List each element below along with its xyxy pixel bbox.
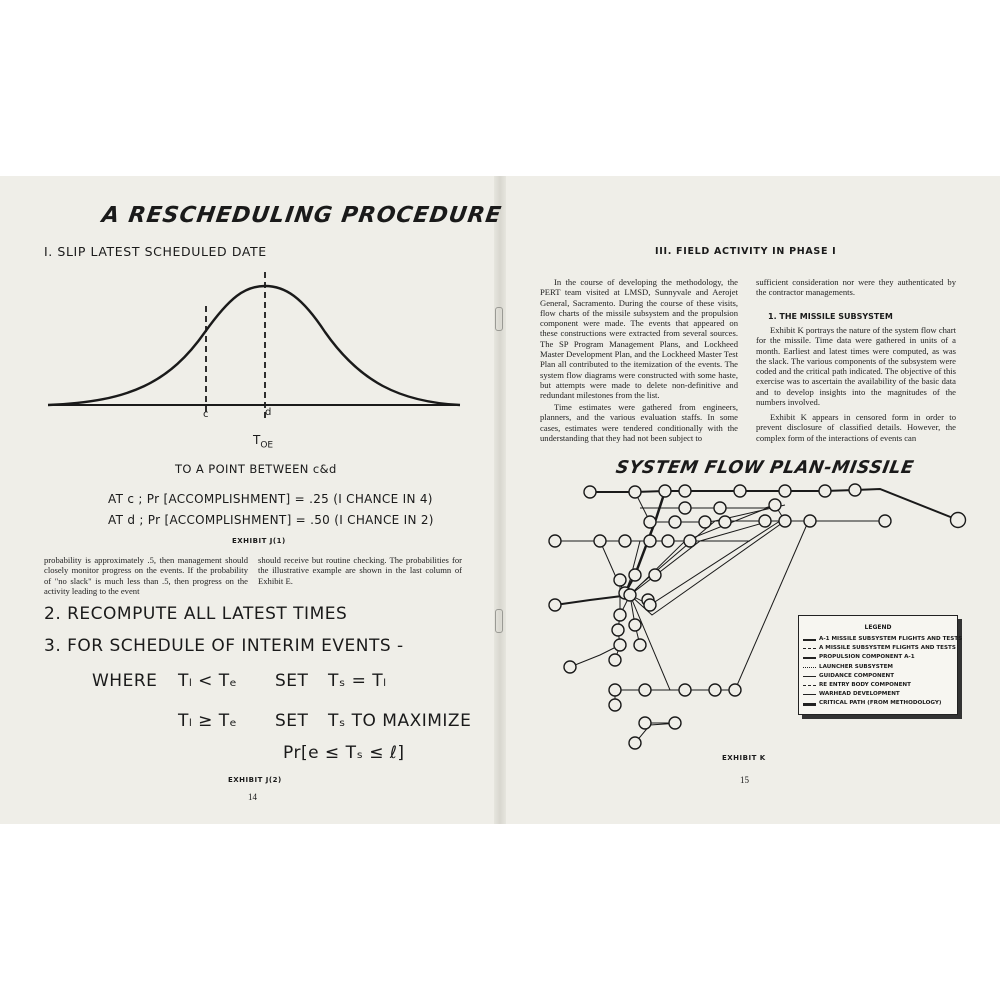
right-column-1-para-2: Time estimates were gathered from engineers, planners, and the various evaluation staffs. In some cases, estimates were tendered conditionally with the understanding that they had not been subject to bbox=[540, 402, 738, 443]
section-heading: III. FIELD ACTIVITY IN PHASE I bbox=[655, 246, 837, 257]
left-column-1-text: probability is approximately .5, then management should closely monitor progress on the events. If the probability of "no slack" is much less than .5, then progress on the activity leading to the event bbox=[44, 555, 248, 596]
legend-item: LAUNCHER SUBSYSTEM bbox=[799, 663, 957, 672]
at-d-equation: AT d ; Pr [ACCOMPLISHMENT] = .50 (I CHANCE IN 2) bbox=[108, 513, 434, 527]
legend-title: LEGEND bbox=[864, 624, 892, 631]
point-between-text: TO A POINT BETWEEN c&d bbox=[175, 462, 337, 476]
staple-top bbox=[495, 307, 503, 331]
legend-item: A MISSILE SUBSYSTEM FLIGHTS AND TESTS bbox=[799, 644, 957, 653]
condition-1: Tₗ < Tₑ bbox=[178, 671, 238, 691]
set-label-2: SET bbox=[275, 711, 309, 731]
right-column-2-para-1: sufficient consideration nor were they authenticated by the contractor managements. bbox=[756, 277, 956, 298]
condition-2: Tₗ ≥ Tₑ bbox=[178, 711, 238, 731]
missile-subsystem-heading: 1. THE MISSILE SUBSYSTEM bbox=[768, 312, 893, 321]
step-1-text: I. SLIP LATEST SCHEDULED DATE bbox=[44, 244, 267, 259]
where-label: WHERE bbox=[92, 671, 158, 691]
set-label-1: SET bbox=[275, 671, 309, 691]
staple-bottom bbox=[495, 609, 503, 633]
legend-box bbox=[798, 615, 963, 715]
exhibit-j1-label: EXHIBIT J(1) bbox=[232, 537, 286, 545]
page-number-14: 14 bbox=[248, 792, 257, 802]
label-toe: $T_{OE}$ bbox=[253, 433, 274, 451]
bell-curve-diagram bbox=[40, 262, 480, 462]
step-2-text: 2. RECOMPUTE ALL LATEST TIMES bbox=[44, 604, 348, 624]
at-c-equation: AT c ; Pr [ACCOMPLISHMENT] = .25 (I CHANCE IN 4) bbox=[108, 492, 433, 506]
legend-item: PROPULSION COMPONENT A-1 bbox=[799, 653, 957, 662]
book-gutter bbox=[494, 176, 506, 824]
exhibit-k-label: EXHIBIT K bbox=[722, 754, 766, 762]
left-column-2-text: should receive but routine checking. The probabilities for the illustrative example are shown in the last column of Exhibit E. bbox=[258, 555, 462, 586]
result-3: Pr[e ≤ Tₛ ≤ ℓ] bbox=[283, 743, 405, 763]
legend-item: WARHEAD DEVELOPMENT bbox=[799, 690, 957, 699]
rescheduling-title: A RESCHEDULING PROCEDURE bbox=[100, 203, 504, 228]
legend-item: GUIDANCE COMPONENT bbox=[799, 672, 957, 681]
result-1: Tₛ = Tₗ bbox=[328, 671, 387, 691]
label-d: d bbox=[265, 407, 272, 418]
right-column-2-para-2: Exhibit K portrays the nature of the system flow chart for the missile. Time data were gathered in units of a month. Earliest and latest times were computed, as was the slack. The various components of the subsystem were coded and the critical path indicated. The objective of this exercise was to ascertain the availability of the basic data and to develop insights into the magnitudes of the numbers involved. bbox=[756, 325, 956, 408]
system-flow-title: SYSTEM FLOW PLAN-MISSILE bbox=[614, 458, 916, 478]
right-column-2-para-3: Exhibit K appears in censored form in order to prevent disclosure of classified details. However, the complex form of the interactions of events can bbox=[756, 412, 956, 443]
legend-item: RE ENTRY BODY COMPONENT bbox=[799, 681, 957, 690]
page-number-15: 15 bbox=[740, 775, 749, 785]
normal-curve bbox=[48, 286, 460, 405]
label-c: c bbox=[203, 409, 209, 420]
legend-item: A-1 MISSILE SUBSYSTEM FLIGHTS AND TESTS bbox=[799, 635, 957, 644]
right-column-1-para-1: In the course of developing the methodology, the PERT team visited at LMSD, Sunnyvale and Aerojet General, Sacramento. During the course of these visits, flow charts of the missile subsystem and the propulsion component were made. The events that appeared on these constructions were extracted from several sources. The SP Program Management Plans, and Lockheed Master Development Plan, and the Lockheed Master Test Plan all contributed to the itemization of the events. The system flow diagrams were constructed with some haste, but attempts were made to delete non-definitive and redundant milestones from the list. bbox=[540, 277, 738, 401]
exhibit-j2-label: EXHIBIT J(2) bbox=[228, 776, 282, 784]
step-3-text: 3. FOR SCHEDULE OF INTERIM EVENTS - bbox=[44, 636, 404, 656]
legend-item: CRITICAL PATH (FROM METHODOLOGY) bbox=[799, 699, 957, 708]
result-2: Tₛ TO MAXIMIZE bbox=[328, 711, 472, 731]
